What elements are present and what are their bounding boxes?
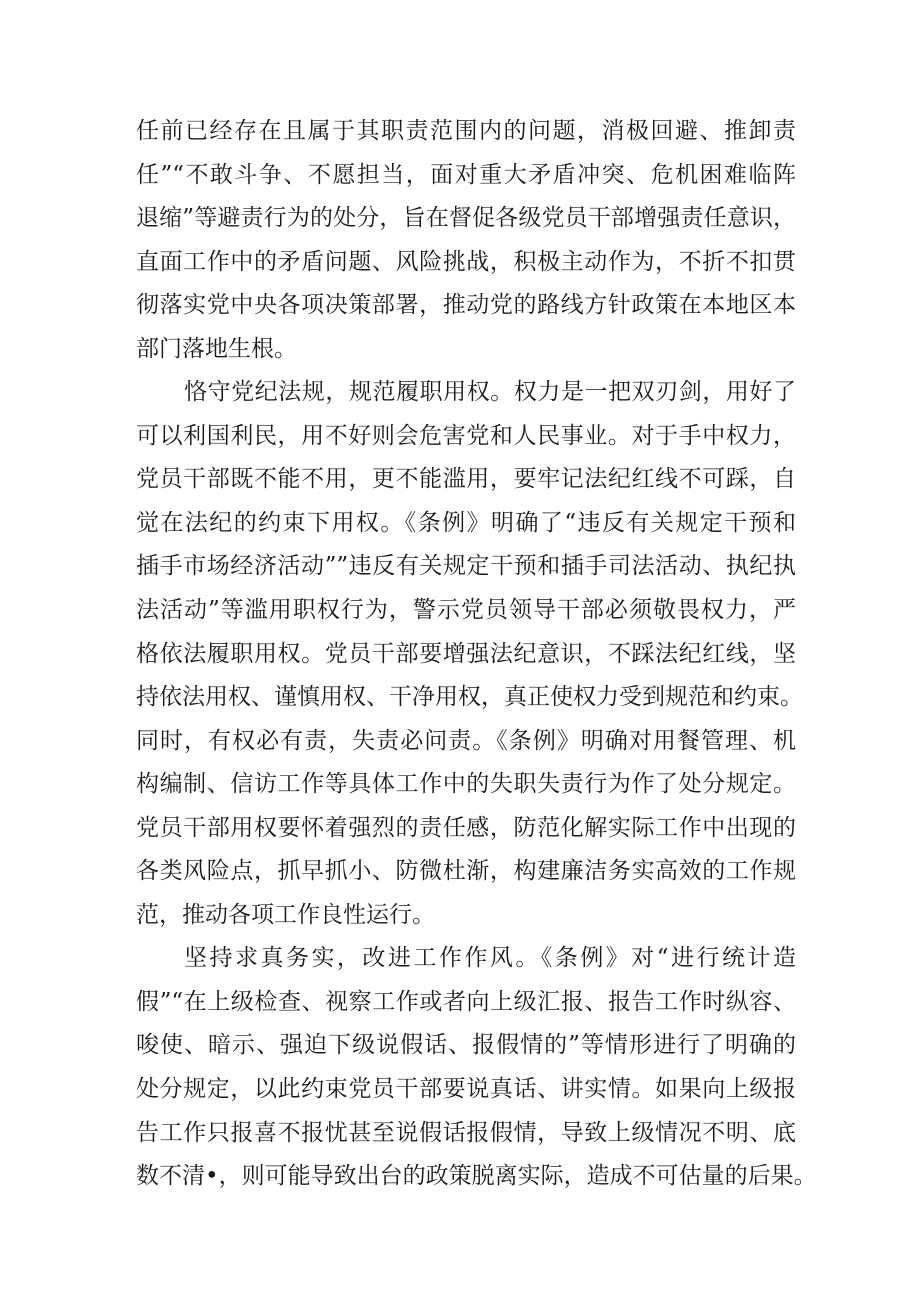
text-line: 假”“在上级检查、视察工作或者向上级汇报、报告工作时纵容、 xyxy=(136,988,796,1015)
text-line: 处分规定，以此约束党员干部要说真话、讲实情。如果向上级报 xyxy=(136,1076,796,1103)
body-text xyxy=(136,110,817,1199)
text-line: 觉在法纪的约束下用权。《条例》明确了“违反有关规定干预和 xyxy=(136,509,796,536)
text-line: 可以利国利民，用不好则会危害党和人民事业。对于手中权力， xyxy=(136,422,796,449)
text-line: 数不清•，则可能导致出台的政策脱离实际，造成不可估量的后果。 xyxy=(136,1163,817,1190)
text-line: 插手市场经济活动””违反有关规定干预和插手司法活动、执纪执 xyxy=(136,553,796,580)
text-line: 唆使、暗示、强迫下级说假话、报假情的”等情形进行了明确的 xyxy=(136,1032,796,1059)
text-line: 党员干部既不能不用，更不能滥用，要牢记法纪红线不可踩，自 xyxy=(136,466,796,493)
text-line: 党员干部用权要怀着强烈的责任感，防范化解实际工作中出现的 xyxy=(136,814,796,841)
text-line: 直面工作中的矛盾问题、风险挑战，积极主动作为，不折不扣贯 xyxy=(136,248,796,275)
paragraph-first-line: 坚持求真务实，改进工作作风。《条例》对“进行统计造 xyxy=(184,945,796,972)
paragraph-first-line: 恪守党纪法规，规范履职用权。权力是一把双刃剑，用好了 xyxy=(184,379,796,406)
text-line: 构编制、信访工作等具体工作中的失职失责行为作了处分规定。 xyxy=(136,771,796,798)
text-line: 告工作只报喜不报忧甚至说假话报假情，导致上级情况不明、底 xyxy=(136,1119,796,1146)
text-line: 彻落实党中央各项决策部署，推动党的路线方针政策在本地区本 xyxy=(136,292,796,319)
text-line: 任”“不敢斗争、不愿担当，面对重大矛盾冲突、危机困难临阵 xyxy=(136,161,796,188)
text-line: 退缩”等避责行为的处分，旨在督促各级党员干部增强责任意识， xyxy=(136,205,796,232)
text-line: 各类风险点，抓早抓小、防微杜渐，构建廉洁务实高效的工作规 xyxy=(136,858,796,885)
text-line: 同时，有权必有责，失责必问责。《条例》明确对用餐管理、机 xyxy=(136,727,796,754)
text-line: 任前已经存在且属于其职责范围内的问题，消极回避、推卸责 xyxy=(136,118,796,144)
text-line: 格依法履职用权。党员干部要增强法纪意识，不踩法纪红线，坚 xyxy=(136,640,796,667)
text-line: 部门落地生根。 xyxy=(136,335,297,362)
text-line: 范，推动各项工作良性运行。 xyxy=(136,901,435,928)
text-line: 持依法用权、谨慎用权、干净用权，真正使权力受到规范和约束。 xyxy=(136,684,803,711)
text-line: 法活动”等滥用职权行为，警示党员领导干部必须敬畏权力，严 xyxy=(136,597,796,624)
